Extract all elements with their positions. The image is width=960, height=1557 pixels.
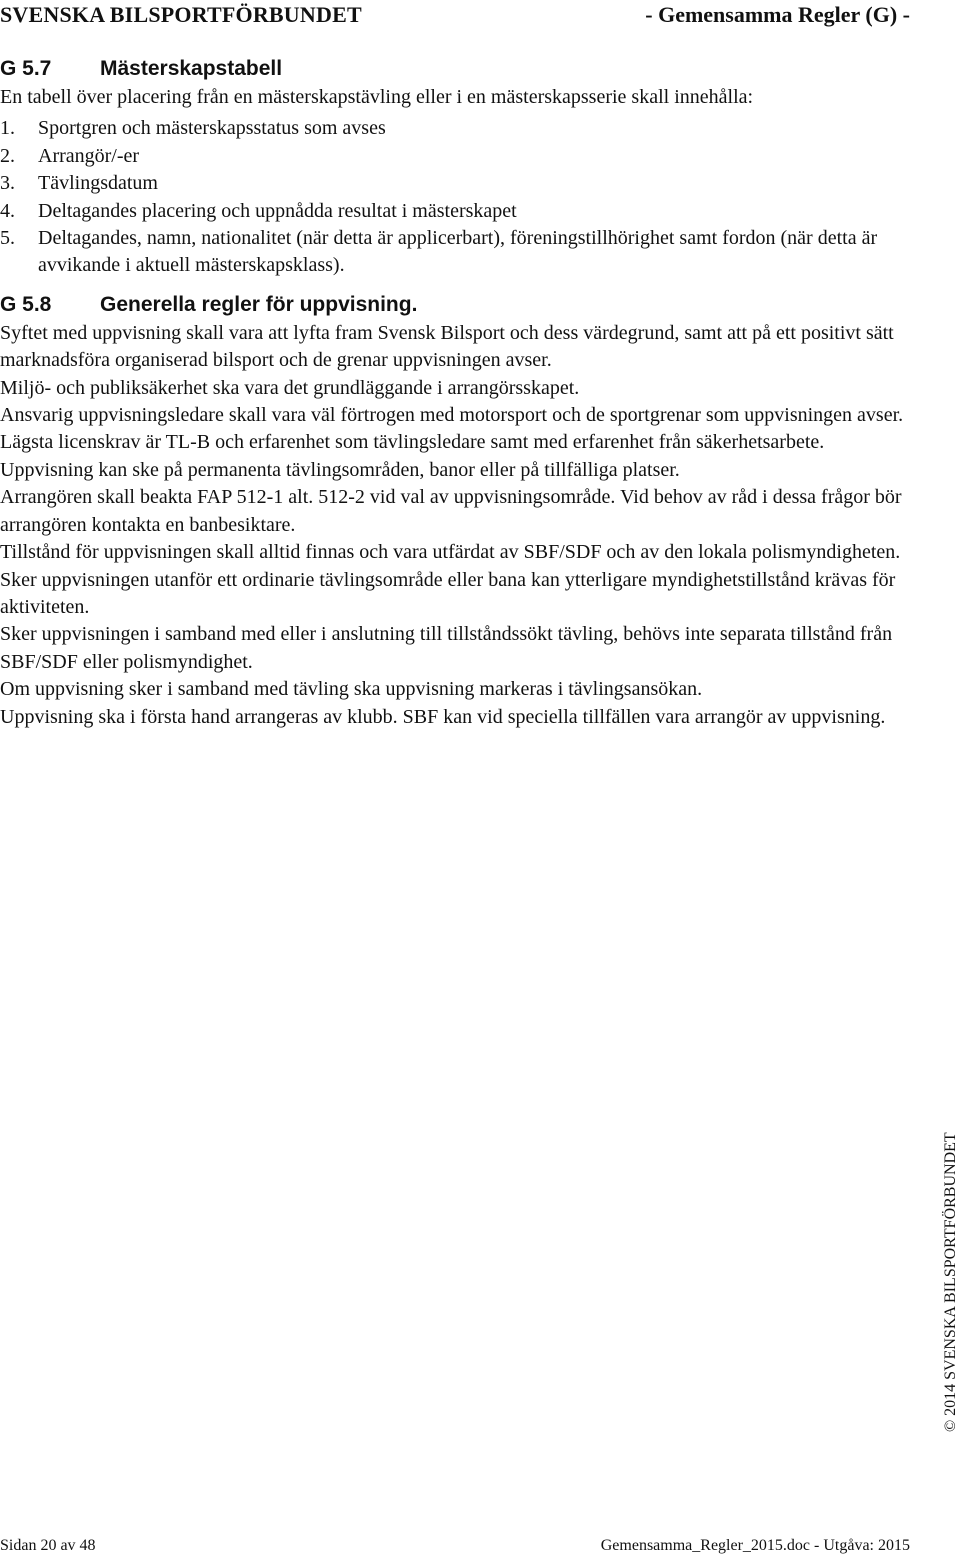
- paragraph: Om uppvisning sker i samband med tävling ska uppvisning markeras i tävlingsansökan.: [0, 678, 703, 701]
- header-organization: SVENSKA BILSPORTFÖRBUNDET: [0, 2, 362, 27]
- list-item: 3. Tävlingsdatum: [0, 172, 158, 195]
- list-item: 4. Deltagandes placering och uppnådda resultat i mästerskapet: [0, 199, 517, 222]
- paragraph: Uppvisning kan ske på permanenta tävlingsområden, banor eller på tillfälliga platser.: [0, 458, 680, 481]
- requirements-list: [0, 115, 915, 279]
- section-title: Mästerskapstabell: [100, 57, 283, 80]
- page-number: Sidan 20 av 48: [0, 1537, 96, 1554]
- header-document-title: - Gemensamma Regler (G) -: [645, 2, 910, 27]
- section-number: G 5.7: [0, 57, 52, 80]
- section-intro: En tabell över placering från en mästerskapstävling eller i en mästerskapsserie skall innehålla:: [0, 86, 754, 108]
- section-number: G 5.8: [0, 292, 52, 316]
- list-item: 2. Arrangör/-er: [0, 144, 140, 167]
- page-header: [0, 2, 910, 34]
- paragraph: Syftet med uppvisning skall vara att lyfta fram Svensk Bilsport och dess värdegrund, samt att på ett positivt sätt marknadsföra organiserad bilsport och de grenar uppvisningen avser.: [0, 321, 894, 372]
- section-title: Generella regler för uppvisning.: [100, 292, 418, 316]
- document-filename: Gemensamma_Regler_2015.doc - Utgåva: 2015: [600, 1537, 910, 1554]
- page-content: [0, 54, 915, 731]
- list-item: 1. Sportgren och mästerskapsstatus som avses: [0, 117, 386, 140]
- copyright-notice: © 2014 SVENSKA BILSPORTFÖRBUNDET: [942, 1132, 959, 1432]
- paragraph: Sker uppvisningen i samband med eller i anslutning till tillståndssökt tävling, behövs inte separata tillstånd från SBF/SDF eller polismyndighet.: [0, 623, 893, 673]
- list-item: 5. Deltagandes, namn, nationalitet (när detta är applicerbart), föreningstillhörighet samt fordon (när detta är avvikande i aktuell mästerskapsklass).: [0, 227, 878, 277]
- section-heading-g57: [0, 54, 915, 84]
- paragraph: Miljö- och publiksäkerhet ska vara det grundläggande i arrangörsskapet.: [0, 376, 580, 399]
- paragraph: Arrangören skall beakta FAP 512-1 alt. 512-2 vid val av uppvisningsområde. Vid behov av råd i dessa frågor bör arrangören kontakta en banbesiktare.: [0, 486, 902, 536]
- page-footer: [0, 1537, 910, 1557]
- paragraph: Tillstånd för uppvisningen skall alltid finnas och vara utfärdat av SBF/SDF och av den lokala polismyndigheten. Sker uppvisningen utanför ett ordinarie tävlingsområde eller bana kan ytterligare myndighetstillstånd krävas för aktiviteten.: [0, 541, 901, 618]
- section-heading-g58: [0, 290, 915, 320]
- paragraph: Ansvarig uppvisningsledare skall vara väl förtrogen med motorsport och de sportgrenar som uppvisningen avser. Lägsta licenskrav är TL-B och erfarenhet som tävlingsledare samt med erfarenhet från säkerhetsarbete.: [0, 404, 904, 454]
- paragraph: Uppvisning ska i första hand arrangeras av klubb. SBF kan vid speciella tillfällen vara arrangör av uppvisning.: [0, 705, 886, 728]
